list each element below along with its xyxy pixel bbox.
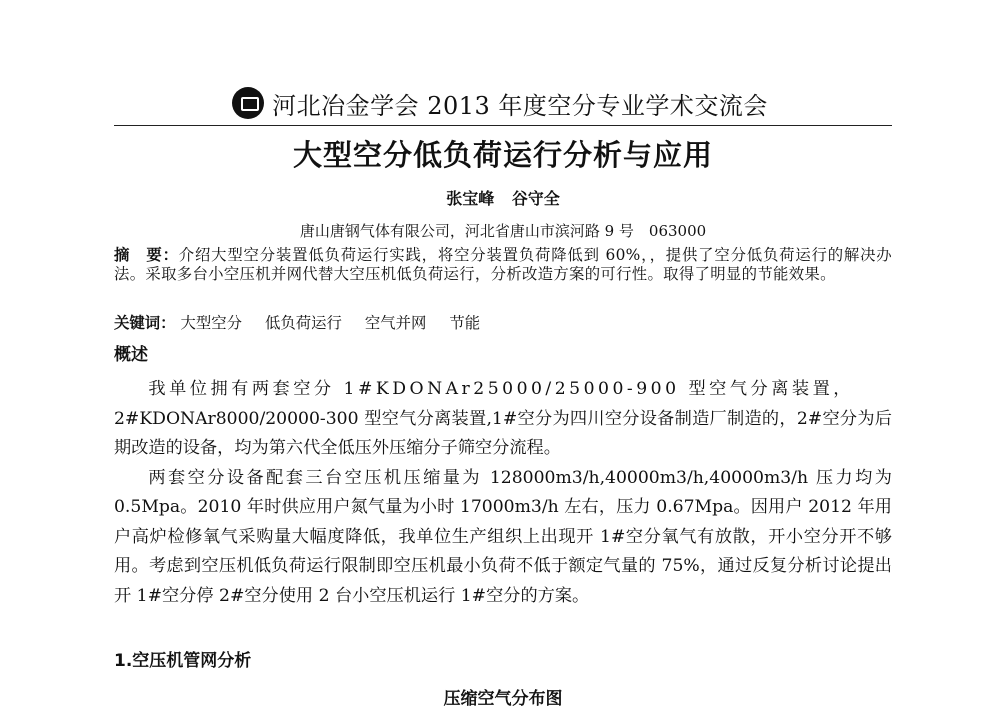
affiliation: 唐山唐钢气体有限公司，河北省唐山市滨河路 9 号 063000 bbox=[299, 222, 707, 240]
society-logo-icon bbox=[232, 87, 264, 119]
paper-title: 大型空分低负荷运行分析与应用 bbox=[292, 138, 713, 172]
body-text bbox=[114, 375, 892, 611]
author-list bbox=[114, 186, 892, 209]
section-heading-1: 1.空压机管网分析 bbox=[114, 651, 252, 671]
abstract-text: 介绍大型空分装置低负荷运行实践，将空分装置负荷降低到 60%，，提供了空分低负荷运行的解决办法。采取多台小空压机并网代替大空压机低负荷运行，分析改造方案的可行性。取得了明显的节能效果。 bbox=[114, 246, 893, 283]
keywords-label: 关键词： bbox=[114, 314, 176, 332]
abstract-label: 摘 要： bbox=[114, 246, 179, 264]
author-name: 谷守全 bbox=[511, 189, 560, 208]
section-heading-overview: 概述 bbox=[114, 345, 148, 365]
keyword-item: 大型空分 bbox=[180, 314, 243, 332]
body-paragraph-1a: 我单位拥有两套空分 1#KDONAr25000/25000-900 型空气分离装置， bbox=[148, 379, 854, 399]
body-paragraph-1b: 2#KDONAr8000/20000-300 型空气分离装置,1#空分为四川空分设备制造厂制造的，2#空分为后期改造的设备，均为第六代全低压外压缩分子筛空分流程。 bbox=[114, 408, 892, 458]
keyword-item: 空气并网 bbox=[364, 314, 427, 332]
conference-title: 河北冶金学会 2013 年度空分专业学术交流会 bbox=[272, 91, 768, 120]
author-name: 张宝峰 bbox=[446, 189, 495, 208]
abstract bbox=[114, 246, 892, 284]
keyword-item: 低负荷运行 bbox=[264, 314, 342, 332]
keyword-item: 节能 bbox=[449, 314, 481, 332]
keywords bbox=[114, 314, 892, 333]
header-rule bbox=[114, 125, 892, 126]
conference-header bbox=[200, 86, 800, 120]
body-paragraph-2: 两套空分设备配套三台空压机压缩量为 128000m3/h,40000m3/h,40000m3/h 压力均为 0.5Mpa。2010 年时供应用户氮气量为小时 17000m3/h 左右，压力 0.67Mpa。因用户 2012 年用户高炉检修氧气采购量大幅度降低，我单位生产组织上出现开 1#空分氧气有放散，开小空分开不够用。考虑到空压机低负荷运行限制即空压机最小负荷不低于额定气量的 75%，通过反复分析讨论提出开 1#空分停 2#空分使用 2 台小空压机运行 1#空分的方案。 bbox=[114, 467, 892, 606]
figure-caption: 压缩空气分布图 bbox=[443, 689, 563, 709]
